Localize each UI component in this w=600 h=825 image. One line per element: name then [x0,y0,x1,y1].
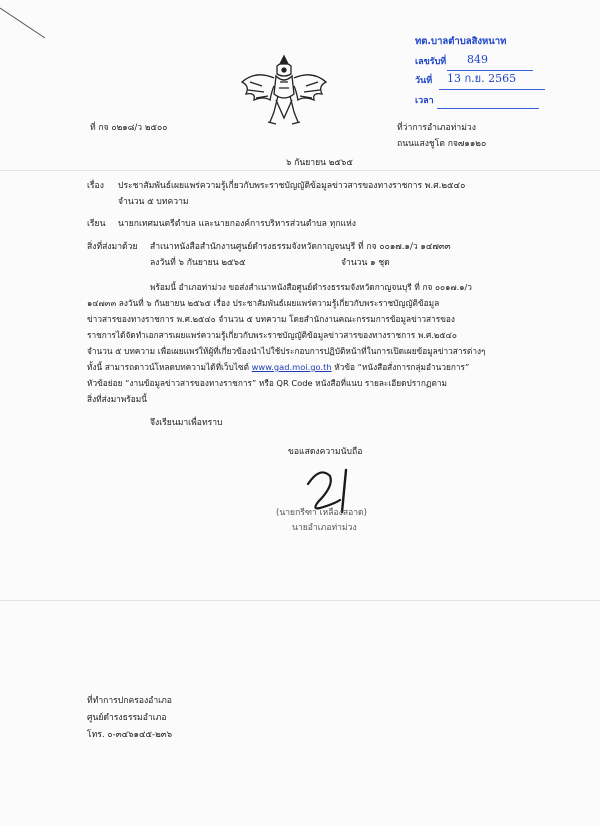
body-text: ทั้งนี้ สามารถดาวน์โหลดบทความได้ที่เว็บไซต์ [87,362,249,372]
office-address-line1: ที่ว่าการอำเภอท่าม่วง [397,123,476,133]
body-line: จำนวน ๕ บทความ เพื่อเผยแพร่ให้ผู้ที่เกี่ยวข้องนำไปใช้ประกอบการปฏิบัติหน้าที่ในการเปิดเผยข้อมูลข่าวสารต่างๆ [87,346,486,356]
to-label: เรียน [87,219,106,229]
stamp-org: ทต.บาลตำบลสิงหนาท [415,36,507,47]
body-line: ข่าวสารของทางราชการ พ.ศ.๒๕๔๐ จำนวน ๕ บทความ โดยสำนักงานคณะกรรมการข้อมูลข่าวสารของ [87,314,455,324]
enclosure-line1: สำเนาหนังสือสำนักงานศูนย์ดำรงธรรมจังหวัดกาญจนบุรี ที่ กจ ๐๐๑๗.๑/ว ๑๔๗๓๓ [150,242,451,252]
body-line: หัวข้อย่อย “งานข้อมูลข่าวสารของทางราชการ” หรือ QR Code หนังสือที่แนบ รายละเอียดปรากฏตาม [87,378,447,388]
body-text: หัวข้อ “หนังสือสั่งการกลุ่มอำนวยการ” [334,362,470,372]
reference-number: ที่ กจ ๐๒๑๘/ว ๒๕๐๐ [90,123,168,133]
footer-center: ศูนย์ดำรงธรรมอำเภอ [87,713,167,723]
enclosure-label: สิ่งที่ส่งมาด้วย [87,242,138,252]
signatory-name: (นายกรีฑา เหลืองสอาด) [276,508,367,518]
scan-mark [0,0,50,40]
stamp-line [439,89,545,90]
footer-office: ที่ทำการปกครองอำเภอ [87,696,172,706]
to-text: นายกเทศมนตรีตำบล และนายกองค์การบริหารส่วนตำบล ทุกแห่ง [118,219,356,229]
regards-text: ขอแสดงความนับถือ [288,447,363,457]
body-line [87,362,469,373]
enclosure-date: ลงวันที่ ๖ กันยายน ๒๕๖๕ [150,258,246,268]
fold-line [0,170,600,171]
stamp-date: 13 ก.ย. 2565 [447,72,517,85]
fold-line [0,600,600,601]
body-line: สิ่งที่ส่งมาพร้อมนี้ [87,394,147,404]
stamp-line [447,70,533,71]
subject-count: จำนวน ๕ บทความ [118,197,189,207]
closing-text: จึงเรียนมาเพื่อทราบ [150,418,223,428]
office-address-line2: ถนนแสงชูโต กจ๗๑๑๒๐ [397,139,487,149]
document-date: ๖ กันยายน ๒๕๖๕ [286,158,353,168]
receipt-stamp [395,28,555,116]
body-line: ราชการได้จัดทำเอกสารเผยแพร่ความรู้เกี่ยวกับพระราชบัญญัติข้อมูลข่าวสารของทางราชการ พ.ศ.๒๕๔๐ [87,330,457,340]
body-line: ๑๔๗๓๓ ลงวันที่ ๖ กันยายน ๒๕๖๕ เรื่อง ประชาสัมพันธ์เผยแพร่ความรู้เกี่ยวกับพระราชบัญญัติข้อมูล [87,298,440,308]
subject-label: เรื่อง [87,181,104,191]
stamp-date-label: วันที่ [415,76,433,86]
subject-text: ประชาสัมพันธ์เผยแพร่ความรู้เกี่ยวกับพระราชบัญญัติข้อมูลข่าวสารของทางราชการ พ.ศ.๒๕๔๐ [118,181,466,191]
stamp-receipt-label: เลขรับที่ [415,57,447,67]
signatory-position: นายอำเภอท่าม่วง [292,523,357,533]
enclosure-count: จำนวน ๑ ชุด [341,258,390,268]
body-line: พร้อมนี้ อำเภอท่าม่วง ขอส่งสำเนาหนังสือศูนย์ดำรงธรรมจังหวัดกาญจนบุรี ที่ กจ ๐๐๑๗.๑/ว [150,282,472,292]
website-link[interactable]: www.gad.moi.go.th [251,362,332,372]
stamp-line [437,108,539,109]
stamp-time-label: เวลา [415,96,434,106]
footer-phone: โทร. ๐-๓๔๖๑๔๕-๒๓๖ [87,730,173,740]
stamp-receipt-no: 849 [467,53,488,66]
garuda-emblem [236,52,332,128]
